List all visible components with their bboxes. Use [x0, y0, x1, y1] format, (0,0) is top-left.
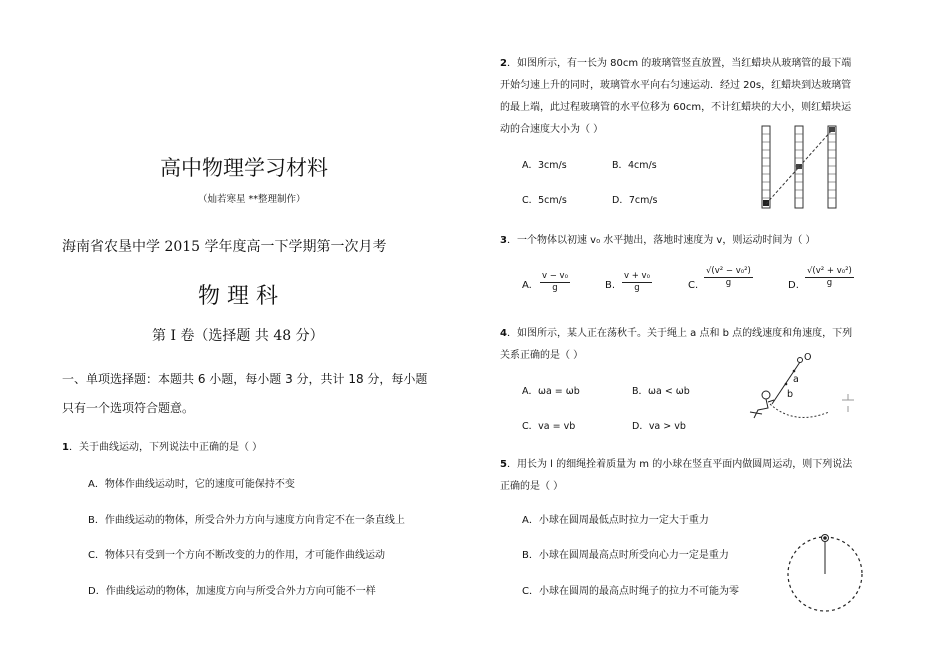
question-4-option-b: B．ωa < ωb — [632, 386, 690, 397]
figure-label-a: a — [793, 374, 799, 385]
question-4-option-d: D．va > vb — [632, 421, 686, 432]
question-5-option-c: C．小球在圆周的最高点时绳子的拉力不可能为零 — [522, 586, 739, 597]
question-2-option-b: B．4cm/s — [612, 160, 657, 171]
question-3-option-a-fraction: $\frac{\text{v − v₀}}{g}$ — [542, 271, 568, 293]
exam-title: 海南省农垦中学 2015 学年度高一下学期第一次月考 — [62, 239, 387, 255]
figure-label-o: O — [804, 352, 812, 363]
volume-heading: 第 I 卷（选择题 共 48 分） — [152, 328, 324, 344]
question-number: 3 — [500, 235, 507, 246]
question-3-option-d-fraction: $\frac{\text{√(v² + v₀²)}}{g}$ — [807, 266, 852, 288]
question-5-line2: 正确的是（ ） — [500, 481, 564, 492]
question-3-option-a-letter: A. — [522, 280, 532, 291]
section-instructions-line1: 一、单项选择题：本题共 6 小题，每小题 3 分，共计 18 分，每小题 — [62, 372, 428, 386]
figure-label-b: b — [787, 389, 794, 400]
question-1-option-c: C．物体只有受到一个方向不断改变的力的作用，才可能作曲线运动 — [88, 550, 385, 561]
question-2-line2: 开始匀速上升的同时，玻璃管水平向右匀速运动．经过 20s，红蜡块到达玻璃管 — [500, 80, 852, 91]
question-1-option-d: D．作曲线运动的物体，加速度方向与所受合外力方向可能不一样 — [88, 586, 376, 597]
question-number: 4 — [500, 328, 507, 339]
section-instructions-line2: 只有一个选项符合题意。 — [62, 401, 195, 415]
question-number: 1 — [62, 442, 69, 453]
question-2-option-a: A．3cm/s — [522, 160, 567, 171]
question-3-option-c-letter: C. — [688, 280, 699, 291]
question-1-option-b: B．作曲线运动的物体，所受合外力方向与速度方向肯定不在一条直线上 — [88, 515, 405, 526]
question-4-option-c: C．va = vb — [522, 421, 576, 432]
question-number: 5 — [500, 459, 507, 470]
question-5-line1: 5．用长为 l 的细绳拴着质量为 m 的小球在竖直平面内做圆周运动，则下列说法 — [500, 459, 853, 470]
question-3-option-d-letter: D. — [788, 280, 799, 291]
question-2-line3: 的最上端，此过程玻璃管的水平位移为 60cm，不计红蜡块的大小，则红蜡块运 — [500, 102, 852, 113]
question-3-option-c-fraction: $\frac{\text{√(v² − v₀²)}}{g}$ — [706, 266, 751, 288]
question-3-stem: 3．一个物体以初速 v₀ 水平抛出，落地时速度为 v，则运动时间为（ ） — [500, 235, 816, 246]
question-2-line4: 动的合速度大小为（ ） — [500, 124, 604, 135]
question-3-option-b-letter: B. — [605, 280, 616, 291]
question-2-option-d: D．7cm/s — [612, 195, 658, 206]
question-5-option-a: A．小球在圆周最低点时拉力一定大于重力 — [522, 515, 709, 526]
question-4-line2: 关系正确的是（ ） — [500, 350, 584, 361]
question-5-option-b: B．小球在圆周最高点时所受向心力一定是重力 — [522, 550, 729, 561]
question-2-option-c: C．5cm/s — [522, 195, 567, 206]
question-number: 2 — [500, 58, 507, 69]
question-3-option-b-fraction: $\frac{\text{v + v₀}}{g}$ — [624, 271, 650, 293]
credit-line: （灿若寒星 **整理制作） — [198, 194, 306, 205]
question-4-option-a: A．ωa = ωb — [522, 386, 580, 397]
question-4-line1: 4．如图所示，某人正在荡秋千。关于绳上 a 点和 b 点的线速度和角速度，下列 — [500, 328, 853, 339]
circular-motion-figure — [785, 530, 865, 620]
page-title: 高中物理学习材料 — [160, 156, 328, 180]
glass-tube-figure — [758, 122, 842, 212]
question-2-line1: 2．如图所示，有一长为 80cm 的玻璃管竖直放置，当红蜡块从玻璃管的最下端 — [500, 58, 852, 69]
question-1-option-a: A．物体作曲线运动时，它的速度可能保持不变 — [88, 479, 295, 490]
question-text: ．关于曲线运动，下列说法中正确的是（ ） — [68, 442, 263, 453]
question-1-stem — [62, 438, 262, 453]
swing-figure — [744, 352, 864, 432]
subject-title: 物 理 科 — [198, 284, 278, 309]
